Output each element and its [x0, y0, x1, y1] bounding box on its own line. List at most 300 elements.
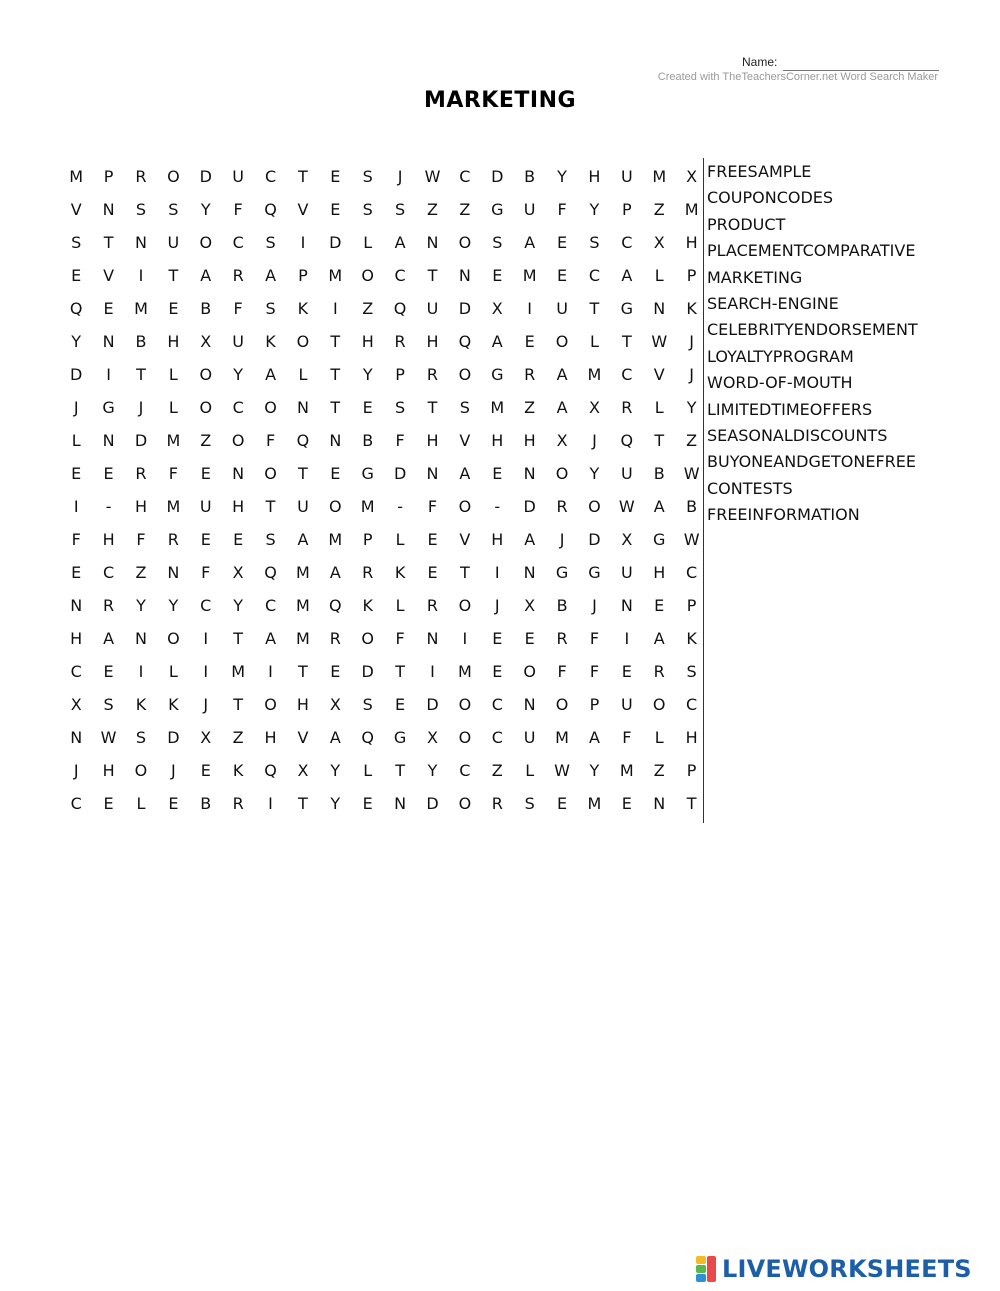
- grid-cell[interactable]: Z: [524, 398, 536, 417]
- grid-cell[interactable]: L: [298, 365, 308, 384]
- grid-cell[interactable]: B: [686, 497, 698, 516]
- grid-cell[interactable]: S: [71, 233, 82, 252]
- grid-cell[interactable]: H: [361, 332, 374, 351]
- grid-cell[interactable]: C: [232, 233, 244, 252]
- grid-cell[interactable]: W: [424, 167, 441, 186]
- grid-cell[interactable]: S: [135, 728, 147, 747]
- grid-cell[interactable]: T: [298, 167, 308, 186]
- grid-cell[interactable]: Y: [330, 794, 341, 813]
- grid-cell[interactable]: F: [71, 530, 81, 549]
- grid-cell[interactable]: N: [458, 266, 471, 285]
- grid-cell[interactable]: U: [167, 233, 180, 252]
- grid-cell[interactable]: D: [134, 431, 148, 450]
- grid-cell[interactable]: I: [73, 497, 79, 516]
- grid-cell[interactable]: U: [556, 299, 568, 318]
- grid-cell[interactable]: A: [588, 728, 600, 747]
- grid-cell[interactable]: D: [523, 497, 536, 516]
- grid-cell[interactable]: P: [395, 365, 405, 384]
- grid-cell[interactable]: O: [264, 464, 277, 483]
- grid-cell[interactable]: R: [167, 530, 179, 549]
- grid-cell[interactable]: L: [136, 794, 146, 813]
- grid-cell[interactable]: M: [652, 167, 667, 186]
- grid-cell[interactable]: R: [621, 398, 633, 417]
- grid-cell[interactable]: A: [556, 398, 568, 417]
- grid-cell[interactable]: R: [135, 464, 147, 483]
- grid-cell[interactable]: F: [136, 530, 146, 549]
- grid-cell[interactable]: G: [393, 728, 407, 747]
- grid-cell[interactable]: Y: [168, 596, 179, 615]
- grid-cell[interactable]: Z: [362, 299, 374, 318]
- grid-cell[interactable]: S: [686, 662, 697, 681]
- grid-cell[interactable]: L: [589, 332, 599, 351]
- grid-cell[interactable]: D: [458, 299, 472, 318]
- grid-cell[interactable]: U: [620, 464, 633, 483]
- grid-cell[interactable]: E: [103, 794, 114, 813]
- grid-cell[interactable]: C: [491, 728, 503, 747]
- grid-cell[interactable]: O: [231, 431, 245, 450]
- grid-cell[interactable]: T: [427, 266, 438, 285]
- grid-cell[interactable]: D: [393, 464, 407, 483]
- grid-cell[interactable]: F: [589, 629, 600, 648]
- grid-cell[interactable]: O: [555, 464, 569, 483]
- grid-cell[interactable]: D: [329, 233, 342, 252]
- grid-cell[interactable]: F: [265, 431, 276, 450]
- grid-cell[interactable]: E: [557, 794, 568, 813]
- grid-cell[interactable]: I: [494, 563, 500, 582]
- grid-cell[interactable]: C: [264, 596, 277, 615]
- grid-cell[interactable]: M: [328, 266, 343, 285]
- grid-cell[interactable]: H: [232, 497, 245, 516]
- grid-cell[interactable]: Z: [232, 728, 244, 747]
- grid-cell[interactable]: E: [492, 464, 503, 483]
- grid-cell[interactable]: J: [73, 398, 79, 417]
- grid-cell[interactable]: L: [363, 761, 373, 780]
- grid-cell[interactable]: J: [397, 167, 403, 186]
- grid-cell[interactable]: I: [624, 629, 630, 648]
- grid-cell[interactable]: O: [458, 497, 472, 516]
- grid-cell[interactable]: O: [523, 662, 536, 681]
- grid-cell[interactable]: P: [686, 596, 697, 615]
- grid-cell[interactable]: E: [557, 266, 568, 285]
- grid-cell[interactable]: J: [171, 761, 176, 780]
- grid-cell[interactable]: A: [394, 233, 406, 252]
- grid-cell[interactable]: C: [459, 761, 471, 780]
- grid-cell[interactable]: L: [525, 761, 535, 780]
- grid-cell[interactable]: O: [134, 761, 148, 780]
- grid-cell[interactable]: V: [103, 266, 115, 285]
- grid-cell[interactable]: R: [426, 596, 439, 615]
- grid-cell[interactable]: I: [268, 794, 273, 813]
- grid-cell[interactable]: E: [71, 464, 82, 483]
- grid-cell[interactable]: K: [135, 695, 147, 714]
- grid-cell[interactable]: E: [200, 464, 211, 483]
- grid-cell[interactable]: S: [168, 200, 179, 219]
- grid-cell[interactable]: N: [523, 464, 536, 483]
- grid-cell[interactable]: C: [621, 365, 633, 384]
- grid-cell[interactable]: G: [620, 299, 634, 318]
- grid-cell[interactable]: G: [588, 563, 601, 582]
- grid-cell[interactable]: E: [427, 530, 438, 549]
- grid-cell[interactable]: R: [524, 365, 536, 384]
- grid-cell[interactable]: I: [300, 233, 306, 252]
- grid-cell[interactable]: P: [103, 167, 114, 186]
- grid-cell[interactable]: T: [654, 431, 665, 450]
- grid-cell[interactable]: D: [70, 365, 83, 384]
- grid-cell[interactable]: S: [459, 398, 470, 417]
- grid-cell[interactable]: Y: [686, 398, 697, 417]
- grid-cell[interactable]: D: [491, 167, 504, 186]
- grid-cell[interactable]: -: [494, 497, 501, 516]
- grid-cell[interactable]: E: [330, 464, 341, 483]
- grid-cell[interactable]: T: [395, 662, 405, 681]
- grid-cell[interactable]: S: [265, 530, 276, 549]
- grid-cell[interactable]: N: [523, 695, 536, 714]
- grid-cell[interactable]: M: [684, 200, 699, 219]
- grid-cell[interactable]: N: [70, 728, 83, 747]
- grid-cell[interactable]: Q: [329, 596, 342, 615]
- grid-cell[interactable]: -: [105, 497, 112, 516]
- grid-cell[interactable]: E: [200, 761, 211, 780]
- grid-cell[interactable]: T: [459, 563, 470, 582]
- grid-cell[interactable]: P: [622, 200, 632, 219]
- grid-cell[interactable]: A: [459, 464, 471, 483]
- grid-cell[interactable]: O: [264, 695, 277, 714]
- grid-cell[interactable]: Z: [135, 563, 147, 582]
- grid-cell[interactable]: G: [491, 365, 504, 384]
- grid-cell[interactable]: L: [654, 266, 664, 285]
- grid-cell[interactable]: M: [296, 596, 310, 615]
- grid-cell[interactable]: X: [232, 563, 244, 582]
- grid-cell[interactable]: A: [653, 497, 665, 516]
- grid-cell[interactable]: S: [265, 299, 276, 318]
- grid-cell[interactable]: Q: [458, 332, 472, 351]
- grid-cell[interactable]: D: [199, 167, 212, 186]
- grid-cell[interactable]: E: [621, 794, 632, 813]
- grid-cell[interactable]: O: [458, 365, 472, 384]
- grid-cell[interactable]: W: [100, 728, 117, 747]
- grid-cell[interactable]: N: [232, 464, 245, 483]
- grid-cell[interactable]: F: [233, 200, 243, 219]
- grid-cell[interactable]: E: [71, 563, 82, 582]
- grid-cell[interactable]: C: [200, 596, 212, 615]
- grid-cell[interactable]: R: [491, 794, 503, 813]
- grid-cell[interactable]: I: [527, 299, 533, 318]
- grid-cell[interactable]: H: [264, 728, 277, 747]
- grid-cell[interactable]: S: [524, 794, 535, 813]
- grid-cell[interactable]: F: [233, 299, 243, 318]
- grid-cell[interactable]: W: [554, 761, 570, 780]
- grid-cell[interactable]: I: [332, 299, 338, 318]
- grid-cell[interactable]: V: [297, 200, 309, 219]
- grid-cell[interactable]: L: [363, 233, 373, 252]
- grid-cell[interactable]: W: [683, 464, 700, 483]
- grid-cell[interactable]: X: [329, 695, 341, 714]
- grid-cell[interactable]: E: [492, 662, 503, 681]
- grid-cell[interactable]: K: [232, 761, 244, 780]
- grid-cell[interactable]: X: [686, 167, 698, 186]
- grid-cell[interactable]: T: [330, 365, 341, 384]
- grid-cell[interactable]: K: [362, 596, 373, 615]
- grid-cell[interactable]: B: [556, 596, 568, 615]
- grid-cell[interactable]: I: [138, 266, 144, 285]
- grid-cell[interactable]: F: [557, 662, 567, 681]
- grid-cell[interactable]: F: [201, 563, 211, 582]
- grid-cell[interactable]: N: [70, 596, 83, 615]
- grid-cell[interactable]: S: [395, 200, 406, 219]
- grid-cell[interactable]: D: [426, 794, 439, 813]
- grid-cell[interactable]: O: [555, 695, 569, 714]
- grid-cell[interactable]: E: [362, 794, 373, 813]
- grid-cell[interactable]: M: [296, 629, 310, 648]
- grid-cell[interactable]: T: [330, 332, 341, 351]
- grid-cell[interactable]: N: [426, 629, 439, 648]
- grid-cell[interactable]: C: [394, 266, 406, 285]
- grid-cell[interactable]: N: [653, 794, 666, 813]
- grid-cell[interactable]: P: [589, 695, 600, 714]
- grid-cell[interactable]: J: [494, 596, 500, 615]
- grid-cell[interactable]: J: [689, 365, 694, 384]
- grid-cell[interactable]: E: [654, 596, 665, 615]
- grid-cell[interactable]: T: [298, 662, 308, 681]
- grid-cell[interactable]: U: [620, 695, 633, 714]
- grid-cell[interactable]: M: [522, 266, 537, 285]
- grid-cell[interactable]: E: [492, 629, 503, 648]
- grid-cell[interactable]: O: [588, 497, 601, 516]
- grid-cell[interactable]: V: [459, 431, 471, 450]
- grid-cell[interactable]: J: [559, 530, 565, 549]
- grid-cell[interactable]: F: [427, 497, 438, 516]
- grid-cell[interactable]: O: [296, 332, 310, 351]
- grid-cell[interactable]: Y: [233, 365, 244, 384]
- grid-cell[interactable]: W: [618, 497, 635, 516]
- grid-cell[interactable]: V: [297, 728, 309, 747]
- grid-cell[interactable]: E: [524, 332, 535, 351]
- grid-cell[interactable]: C: [686, 695, 698, 714]
- grid-cell[interactable]: M: [328, 530, 343, 549]
- grid-cell[interactable]: K: [686, 629, 697, 648]
- grid-cell[interactable]: P: [298, 266, 308, 285]
- grid-cell[interactable]: C: [103, 563, 115, 582]
- grid-cell[interactable]: H: [426, 332, 439, 351]
- grid-cell[interactable]: A: [297, 530, 309, 549]
- grid-cell[interactable]: Y: [330, 761, 341, 780]
- grid-cell[interactable]: I: [268, 662, 273, 681]
- grid-cell[interactable]: O: [458, 794, 472, 813]
- grid-cell[interactable]: Y: [233, 596, 244, 615]
- grid-cell[interactable]: K: [297, 299, 309, 318]
- grid-cell[interactable]: K: [168, 695, 179, 714]
- grid-cell[interactable]: Q: [296, 431, 310, 450]
- grid-cell[interactable]: T: [427, 398, 438, 417]
- grid-cell[interactable]: I: [106, 365, 111, 384]
- grid-cell[interactable]: Y: [136, 596, 146, 615]
- grid-cell[interactable]: U: [523, 200, 536, 219]
- grid-cell[interactable]: O: [555, 332, 569, 351]
- grid-cell[interactable]: D: [588, 530, 601, 549]
- grid-cell[interactable]: C: [264, 167, 277, 186]
- grid-cell[interactable]: N: [102, 332, 115, 351]
- grid-cell[interactable]: X: [621, 530, 633, 549]
- grid-cell[interactable]: D: [361, 662, 374, 681]
- grid-cell[interactable]: H: [70, 629, 83, 648]
- grid-cell[interactable]: E: [362, 398, 373, 417]
- grid-cell[interactable]: J: [689, 332, 694, 351]
- grid-cell[interactable]: Y: [589, 200, 600, 219]
- grid-cell[interactable]: J: [592, 431, 597, 450]
- grid-cell[interactable]: R: [653, 662, 665, 681]
- grid-cell[interactable]: P: [686, 761, 697, 780]
- grid-cell[interactable]: O: [361, 266, 374, 285]
- grid-cell[interactable]: O: [458, 233, 472, 252]
- grid-cell[interactable]: -: [397, 497, 403, 516]
- grid-cell[interactable]: H: [491, 530, 504, 549]
- grid-cell[interactable]: X: [524, 596, 536, 615]
- grid-cell[interactable]: P: [362, 530, 373, 549]
- grid-cell[interactable]: H: [167, 332, 180, 351]
- grid-cell[interactable]: T: [168, 266, 179, 285]
- grid-cell[interactable]: K: [394, 563, 406, 582]
- grid-cell[interactable]: M: [166, 497, 181, 516]
- grid-cell[interactable]: U: [199, 497, 212, 516]
- grid-cell[interactable]: R: [103, 596, 115, 615]
- grid-cell[interactable]: T: [136, 365, 146, 384]
- grid-cell[interactable]: O: [458, 596, 472, 615]
- grid-cell[interactable]: F: [589, 662, 600, 681]
- grid-cell[interactable]: G: [491, 200, 504, 219]
- grid-cell[interactable]: E: [330, 200, 341, 219]
- grid-cell[interactable]: A: [491, 332, 503, 351]
- grid-cell[interactable]: T: [233, 695, 244, 714]
- grid-cell[interactable]: M: [166, 431, 181, 450]
- grid-cell[interactable]: B: [653, 464, 665, 483]
- grid-cell[interactable]: M: [134, 299, 148, 318]
- grid-cell[interactable]: Q: [264, 200, 277, 219]
- grid-cell[interactable]: J: [138, 398, 144, 417]
- grid-cell[interactable]: C: [686, 563, 698, 582]
- grid-cell[interactable]: S: [362, 200, 373, 219]
- grid-cell[interactable]: A: [524, 530, 536, 549]
- grid-cell[interactable]: J: [203, 695, 209, 714]
- grid-cell[interactable]: Y: [557, 167, 567, 186]
- grid-cell[interactable]: S: [362, 695, 373, 714]
- grid-cell[interactable]: N: [426, 233, 439, 252]
- grid-cell[interactable]: Z: [653, 200, 665, 219]
- grid-cell[interactable]: L: [168, 398, 178, 417]
- grid-cell[interactable]: T: [395, 761, 405, 780]
- grid-cell[interactable]: C: [70, 794, 82, 813]
- grid-cell[interactable]: I: [462, 629, 468, 648]
- grid-cell[interactable]: U: [523, 728, 536, 747]
- grid-cell[interactable]: N: [523, 563, 536, 582]
- grid-cell[interactable]: Z: [686, 431, 698, 450]
- grid-cell[interactable]: A: [265, 266, 277, 285]
- grid-cell[interactable]: E: [200, 530, 211, 549]
- grid-cell[interactable]: N: [134, 233, 147, 252]
- grid-cell[interactable]: H: [523, 431, 536, 450]
- grid-cell[interactable]: R: [394, 332, 406, 351]
- grid-cell[interactable]: E: [330, 662, 341, 681]
- grid-cell[interactable]: T: [298, 464, 308, 483]
- grid-cell[interactable]: S: [103, 695, 114, 714]
- grid-cell[interactable]: B: [135, 332, 147, 351]
- grid-cell[interactable]: H: [685, 728, 698, 747]
- grid-cell[interactable]: J: [73, 761, 79, 780]
- grid-cell[interactable]: U: [426, 299, 439, 318]
- grid-cell[interactable]: M: [555, 728, 569, 747]
- grid-cell[interactable]: I: [203, 629, 209, 648]
- grid-cell[interactable]: O: [329, 497, 342, 516]
- grid-cell[interactable]: L: [654, 728, 664, 747]
- grid-cell[interactable]: N: [102, 200, 115, 219]
- grid-cell[interactable]: O: [167, 629, 180, 648]
- grid-cell[interactable]: B: [200, 299, 212, 318]
- grid-cell[interactable]: S: [362, 167, 373, 186]
- grid-cell[interactable]: C: [588, 266, 601, 285]
- grid-cell[interactable]: E: [168, 299, 179, 318]
- grid-cell[interactable]: E: [168, 794, 179, 813]
- grid-cell[interactable]: X: [427, 728, 438, 747]
- grid-cell[interactable]: U: [620, 563, 633, 582]
- grid-cell[interactable]: A: [200, 266, 212, 285]
- grid-cell[interactable]: C: [232, 398, 244, 417]
- grid-cell[interactable]: L: [168, 365, 178, 384]
- grid-cell[interactable]: M: [587, 794, 602, 813]
- grid-cell[interactable]: E: [330, 167, 341, 186]
- grid-cell[interactable]: B: [362, 431, 374, 450]
- grid-cell[interactable]: H: [102, 761, 115, 780]
- grid-cell[interactable]: B: [524, 167, 536, 186]
- grid-cell[interactable]: C: [491, 695, 503, 714]
- grid-cell[interactable]: I: [138, 662, 144, 681]
- grid-cell[interactable]: N: [329, 431, 342, 450]
- grid-cell[interactable]: O: [458, 728, 472, 747]
- grid-cell[interactable]: S: [589, 233, 600, 252]
- grid-cell[interactable]: U: [232, 167, 244, 186]
- grid-cell[interactable]: Z: [459, 200, 471, 219]
- grid-cell[interactable]: L: [395, 596, 405, 615]
- grid-cell[interactable]: Q: [361, 728, 374, 747]
- grid-cell[interactable]: T: [103, 233, 114, 252]
- grid-cell[interactable]: V: [459, 530, 471, 549]
- grid-cell[interactable]: M: [296, 563, 310, 582]
- grid-cell[interactable]: N: [653, 299, 666, 318]
- grid-cell[interactable]: E: [233, 530, 244, 549]
- grid-cell[interactable]: R: [556, 629, 568, 648]
- grid-cell[interactable]: E: [103, 464, 114, 483]
- grid-cell[interactable]: E: [621, 662, 632, 681]
- grid-cell[interactable]: M: [69, 167, 84, 186]
- grid-cell[interactable]: R: [329, 629, 341, 648]
- grid-cell[interactable]: S: [265, 233, 276, 252]
- grid-cell[interactable]: A: [556, 365, 568, 384]
- grid-cell[interactable]: H: [685, 233, 698, 252]
- grid-cell[interactable]: N: [620, 596, 633, 615]
- grid-cell[interactable]: E: [492, 266, 503, 285]
- grid-cell[interactable]: I: [203, 662, 209, 681]
- grid-cell[interactable]: Y: [427, 761, 438, 780]
- grid-cell[interactable]: U: [620, 167, 633, 186]
- grid-cell[interactable]: Z: [200, 431, 212, 450]
- grid-cell[interactable]: R: [135, 167, 147, 186]
- grid-cell[interactable]: F: [395, 629, 405, 648]
- grid-cell[interactable]: T: [621, 332, 632, 351]
- grid-cell[interactable]: M: [360, 497, 375, 516]
- grid-cell[interactable]: O: [652, 695, 666, 714]
- grid-cell[interactable]: L: [71, 431, 81, 450]
- grid-cell[interactable]: I: [430, 662, 435, 681]
- grid-cell[interactable]: L: [168, 662, 178, 681]
- grid-cell[interactable]: L: [654, 398, 664, 417]
